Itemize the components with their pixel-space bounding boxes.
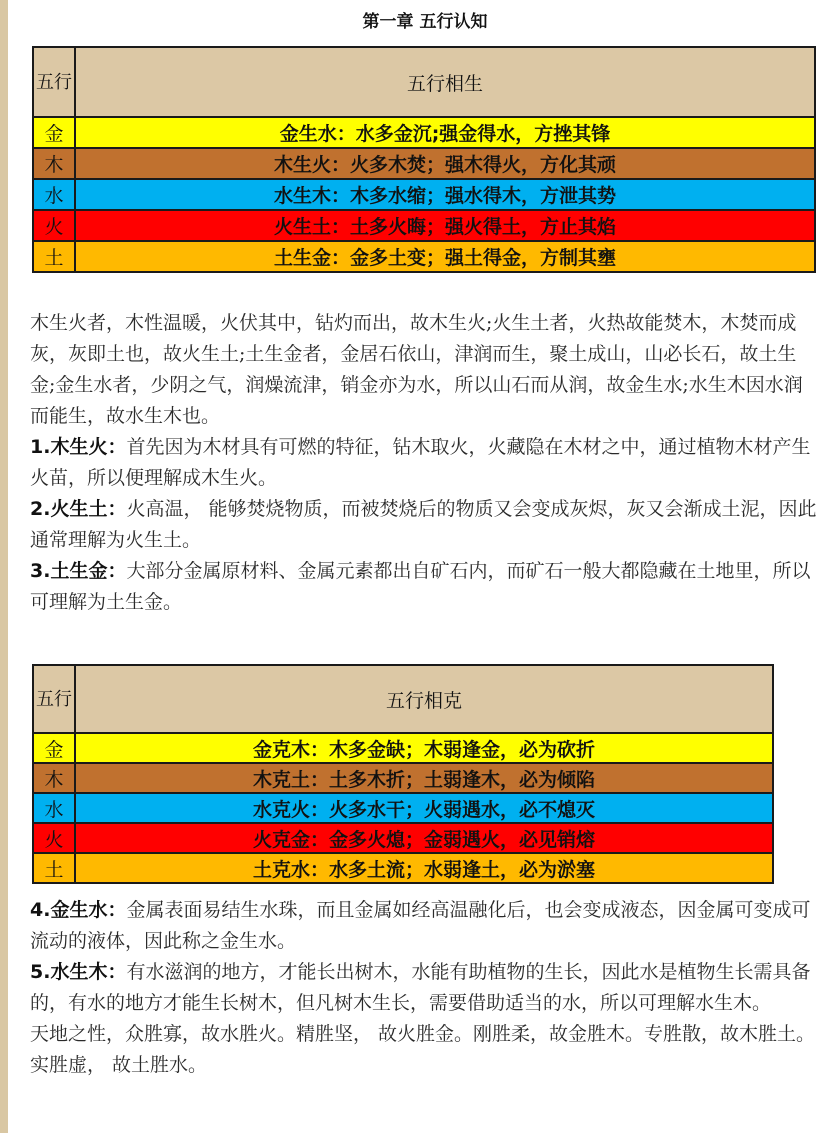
intro-paragraph: 木生火者，木性温暖，火伏其中，钻灼而出，故木生火;火生土者，火热故能焚木，木焚而成灰，灰即土也，故火生土;土生金者，金居石依山，津润而生，聚土成山，山必长石，故土生金;金生水者，少阴之气，润燥流津，销金亦为水，所以山石而从润，故金生水;水生木因水润而能生，故水生木也。 xyxy=(30,312,803,427)
ke-row-tu xyxy=(33,853,773,883)
relation-text: 金生水：水多金沉;强金得水，方挫其锋 xyxy=(75,117,815,148)
element-key: 土 xyxy=(33,241,75,272)
relation-text: 火克金：金多火熄；金弱遇火，必见销熔 xyxy=(75,823,773,853)
point-text: 火高温， 能够焚烧物质，而被焚烧后的物质又会变成灰烬，灰又会渐成土泥，因此通常理解为火生土。 xyxy=(30,498,817,551)
ke-row-mu xyxy=(33,763,773,793)
point-label: 3.土生金： xyxy=(30,560,127,582)
point-label: 2.火生土： xyxy=(30,498,127,520)
ke-row-jin xyxy=(33,733,773,763)
point-text: 金属表面易结生水珠，而且金属如经高温融化后，也会变成液态，因金属可变成可流动的液体，因此称之金生水。 xyxy=(30,899,811,952)
element-key: 木 xyxy=(33,148,75,179)
point-item xyxy=(30,957,820,1019)
chapter-title: 第一章 五行认知 xyxy=(362,12,488,32)
ke-explanation xyxy=(30,895,820,1081)
element-key: 水 xyxy=(33,793,75,823)
relation-text: 木克土：土多木折；土弱逢木，必为倾陷 xyxy=(75,763,773,793)
point-item xyxy=(30,494,820,556)
relation-text: 水克火：火多水干；火弱遇水，必不熄灭 xyxy=(75,793,773,823)
sheng-row-jin xyxy=(33,117,815,148)
point-item xyxy=(30,556,820,618)
element-key: 水 xyxy=(33,179,75,210)
point-label: 1.木生火： xyxy=(30,436,127,458)
ke-header-key: 五行 xyxy=(33,665,75,733)
element-key: 土 xyxy=(33,853,75,883)
point-text: 有水滋润的地方，才能长出树木，水能有助植物的生长，因此水是植物生长需具备的，有水的地方才能生长树木，但凡树木生长，需要借助适当的水，所以可理解水生木。 xyxy=(30,961,811,1014)
sheng-row-shui xyxy=(33,179,815,210)
element-key: 火 xyxy=(33,210,75,241)
element-key: 木 xyxy=(33,763,75,793)
ke-header-title: 五行相克 xyxy=(75,665,773,733)
ke-table-header xyxy=(33,665,773,733)
point-item xyxy=(30,432,820,494)
point-label: 5.水生木： xyxy=(30,961,127,983)
relation-text: 水生木：木多水缩；强水得木，方泄其势 xyxy=(75,179,815,210)
relation-text: 金克木：木多金缺；木弱逢金，必为砍折 xyxy=(75,733,773,763)
sheng-explanation xyxy=(30,308,820,618)
relation-text: 木生火：火多木焚；强木得火，方化其顽 xyxy=(75,148,815,179)
sheng-header-key: 五行 xyxy=(33,47,75,117)
element-key: 金 xyxy=(33,117,75,148)
ke-table xyxy=(32,664,774,884)
element-key: 火 xyxy=(33,823,75,853)
point-text: 大部分金属原材料、金属元素都出自矿石内，而矿石一般大都隐藏在土地里，所以可理解为土生金。 xyxy=(30,560,811,613)
relation-text: 火生土：土多火晦；强火得土，方止其焰 xyxy=(75,210,815,241)
sheng-table-header xyxy=(33,47,815,117)
sheng-header-title: 五行相生 xyxy=(75,47,815,117)
sheng-table xyxy=(32,46,816,273)
relation-text: 土克水：水多土流；水弱逢土，必为淤塞 xyxy=(75,853,773,883)
sheng-row-huo xyxy=(33,210,815,241)
point-text: 首先因为木材具有可燃的特征，钻木取火，火藏隐在木材之中，通过植物木材产生火苗，所以便理解成木生火。 xyxy=(30,436,811,489)
page-edge-border xyxy=(0,0,8,1133)
point-item xyxy=(30,895,820,957)
ke-row-shui xyxy=(33,793,773,823)
sheng-row-tu xyxy=(33,241,815,272)
element-key: 金 xyxy=(33,733,75,763)
point-label: 4.金生水： xyxy=(30,899,127,921)
closing-paragraph: 天地之性，众胜寡，故水胜火。精胜坚， 故火胜金。刚胜柔，故金胜木。专胜散，故木胜土。实胜虚， 故土胜水。 xyxy=(30,1023,816,1076)
sheng-row-mu xyxy=(33,148,815,179)
relation-text: 土生金：金多土变；强土得金，方制其壅 xyxy=(75,241,815,272)
ke-row-huo xyxy=(33,823,773,853)
